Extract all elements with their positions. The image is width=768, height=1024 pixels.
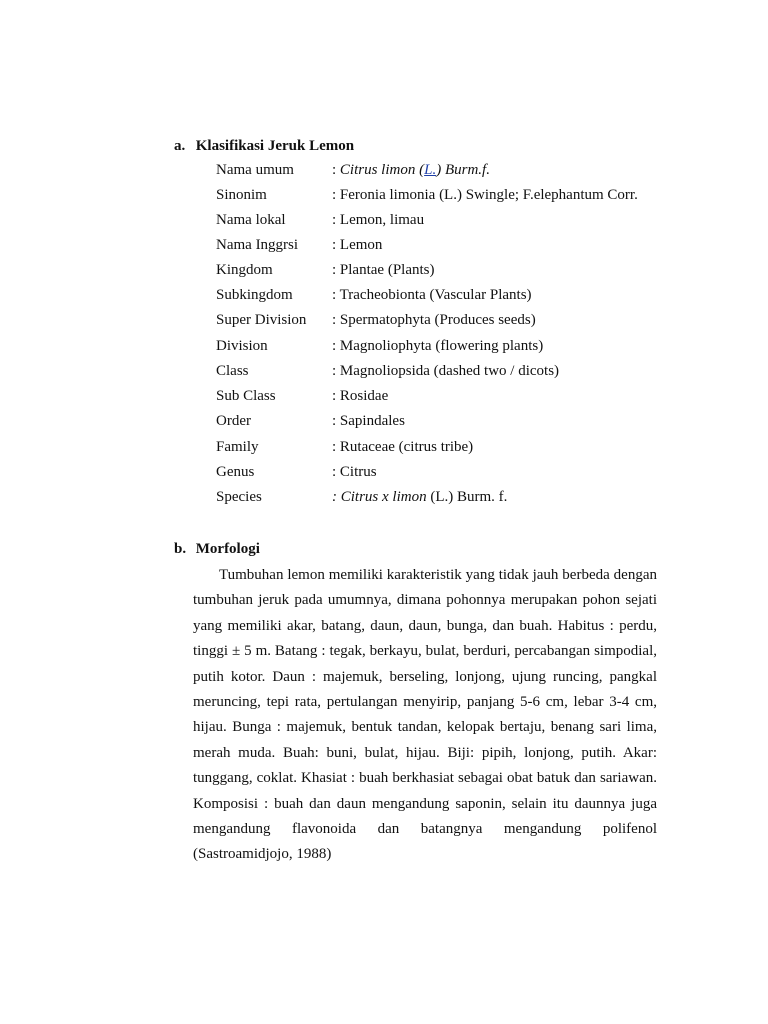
row-key: Family [216, 439, 259, 455]
species-author: (L.) Burm. f. [426, 489, 508, 505]
row-value: : Lemon [332, 237, 383, 253]
scientific-name-close: ) [436, 162, 442, 178]
row-key: Species [216, 489, 262, 505]
row-value: : Tracheobionta (Vascular Plants) [332, 287, 532, 303]
section-b-heading [174, 541, 260, 558]
row-key: Subkingdom [216, 287, 293, 303]
row-key: Class [216, 363, 249, 379]
author-citation: Burm.f. [441, 162, 490, 178]
row-value: : Spermatophyta (Produces seeds) [332, 312, 536, 328]
row-value: : Magnoliopsida (dashed two / dicots) [332, 363, 560, 379]
row-value: : Rosidae [332, 388, 389, 404]
row-key: Super Division [216, 312, 307, 328]
value-colon: : [332, 162, 340, 178]
row-key: Nama lokal [216, 212, 286, 228]
row-value: : Magnoliophyta (flowering plants) [332, 338, 544, 354]
row-key: Order [216, 413, 251, 429]
section-b-number: b. [174, 541, 187, 557]
row-value: : Citrus [332, 464, 377, 480]
section-b-title: Morfologi [195, 541, 260, 557]
row-value: : Rutaceae (citrus tribe) [332, 439, 474, 455]
row-key: Nama umum [216, 162, 294, 178]
species-name: : Citrus x limon [332, 489, 427, 505]
row-key: Division [216, 338, 268, 354]
row-key: Sinonim [216, 187, 267, 203]
row-value: : Lemon, limau [332, 212, 425, 228]
section-a-number: a. [174, 138, 186, 154]
row-value: : Feronia limonia (L.) Swingle; F.elephantum Corr. [332, 187, 638, 203]
row-key: Genus [216, 464, 255, 480]
scientific-name: Citrus limon ( [339, 162, 425, 178]
row-value [332, 162, 490, 179]
section-a-heading [174, 138, 354, 155]
section-a-title: Klasifikasi Jeruk Lemon [195, 138, 355, 154]
paragraph-text: Tumbuhan lemon memiliki karakteristik yang tidak jauh berbeda dengan tumbuhan jeruk pada umumnya, dimana pohonnya merupakan pohon sejati yang memiliki akar, batang, daun, daun, bunga, dan buah. Habitus : perdu, tinggi ± 5 m. Batang : tegak, berkayu, bulat, berduri, percabangan simpodial, putih kotor. Daun : majemuk, berseling, lonjong, ujung runcing, pangkal meruncing, tepi rata, pertulangan menyirip, panjang 5-6 cm, lebar 3-4 cm, hijau. Bunga : majemuk, bentuk tandan, kelopak bertaju, benang sari lima, merah muda. Buah: buni, bulat, hijau. Biji: pipih, lonjong, putih. Akar: tunggang, coklat. Khasiat : buah berkhasiat sebagai obat batuk dan sariawan. Komposisi : buah dan daun mengandung saponin, selain itu daunnya juga mengandung flavonoida dan batangnya mengandung polifenol (Sastroamidjojo, 1988) [193, 567, 657, 863]
row-key: Kingdom [216, 262, 273, 278]
morphology-paragraph [193, 563, 657, 868]
row-value: : Sapindales [332, 413, 405, 429]
linnaeus-link[interactable]: L. [424, 162, 437, 178]
row-key: Nama Inggrsi [216, 237, 299, 253]
row-value: : Plantae (Plants) [332, 262, 435, 278]
row-value [332, 489, 507, 506]
row-key: Sub Class [216, 388, 276, 404]
